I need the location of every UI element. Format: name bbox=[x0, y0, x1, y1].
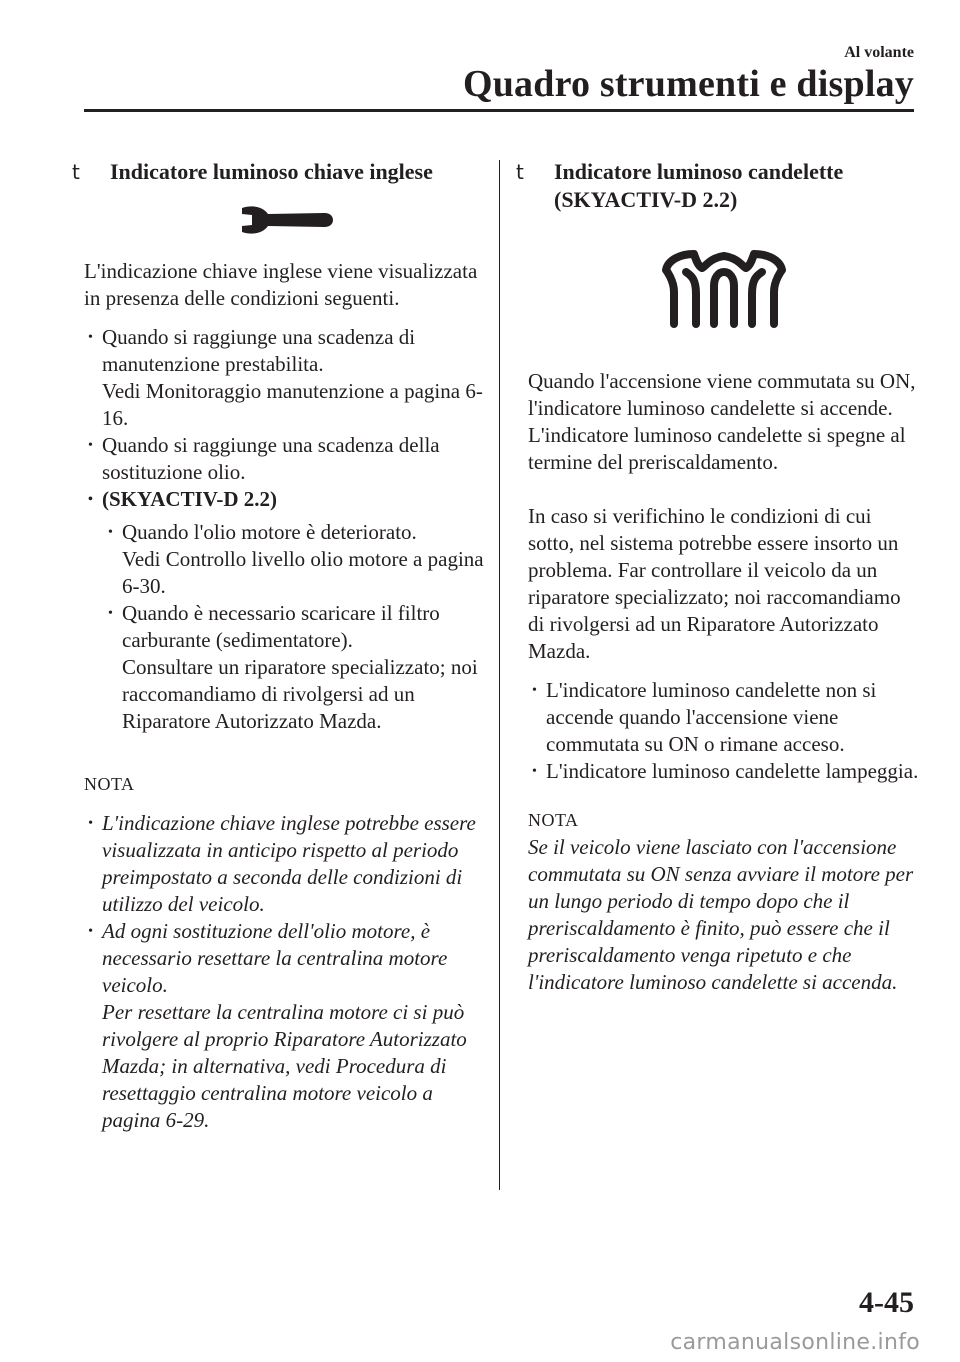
condition-list bbox=[528, 677, 920, 785]
list-item: • Quando si raggiunge una scadenza di manutenzione prestabilita. Vedi Monitoraggio manutenzione a pagina 6-16. bbox=[88, 325, 483, 430]
sub-condition-list bbox=[84, 519, 484, 735]
list-item-text: Quando si raggiunge una scadenza della sostituzione olio. bbox=[102, 433, 440, 484]
chapter-label: Al volante bbox=[844, 44, 914, 61]
list-item-text: Consultare un riparatore specializzato; noi raccomandiamo di rivolgersi ad un Riparatore Autorizzato Mazda. bbox=[122, 655, 478, 733]
column-divider bbox=[499, 160, 500, 1190]
section-heading-glow-plug bbox=[516, 158, 920, 214]
list-item-text: L'indicazione chiave inglese potrebbe essere visualizzata in anticipo rispetto al periodo preimpostato a seconda delle condizioni di utilizzo del veicolo. bbox=[102, 811, 476, 916]
paragraph: In caso si verifichino le condizioni di cui sotto, nel sistema potrebbe essere insorto un problema. Far controllare il veicolo da un riparatore specializzato; noi raccomandiamo di rivolgersi ad un Riparatore Autorizzato Mazda. bbox=[528, 504, 901, 663]
list-item: • Ad ogni sostituzione dell'olio motore, è necessario resettare la centralina motore veicolo. Per resettare la centralina motore ci si può rivolgere al proprio Riparatore Autorizzato Mazda; in alternativa, vedi Procedura di resettaggio centralina motore veicolo a pagina 6-29. bbox=[84, 918, 484, 1134]
list-item-text: Quando l'olio motore è deteriorato. bbox=[122, 520, 417, 544]
list-item-text: (SKYACTIV-D 2.2) bbox=[102, 487, 278, 511]
list-item-text: L'indicatore luminoso candelette non si accende quando l'accensione viene commutata su ON o rimane acceso. bbox=[546, 678, 877, 756]
list-item: • L'indicatore luminoso candelette non si accende quando l'accensione viene commutata su ON o rimane acceso. bbox=[528, 677, 920, 758]
section-marker: t bbox=[72, 160, 80, 184]
right-column bbox=[516, 158, 920, 996]
list-item-text: Quando si raggiunge una scadenza di manutenzione prestabilita. bbox=[102, 325, 416, 376]
page-title: Quadro strumenti e display bbox=[462, 63, 914, 105]
glow-plug-icon bbox=[528, 250, 920, 330]
nota-list bbox=[84, 810, 484, 1134]
left-column bbox=[72, 158, 484, 1134]
wrench-icon bbox=[84, 198, 484, 244]
list-item-text: Ad ogni sostituzione dell'olio motore, è necessario resettare la centralina motore veicolo. bbox=[102, 919, 448, 997]
cross-reference: Vedi Controllo livello olio motore a pagina 6-30. bbox=[122, 547, 484, 598]
section-heading-wrench bbox=[72, 158, 484, 186]
list-item: • L'indicazione chiave inglese potrebbe essere visualizzata in anticipo rispetto al periodo preimpostato a seconda delle condizioni di utilizzo del veicolo. bbox=[84, 810, 484, 918]
header-rule bbox=[84, 109, 914, 112]
list-item: • L'indicatore luminoso candelette lampeggia. bbox=[532, 759, 919, 783]
section-marker: t bbox=[516, 160, 524, 184]
nota-text: Se il veicolo viene lasciato con l'accensione commutata su ON senza avviare il motore per un lungo periodo di tempo dopo che il preriscaldamento è finito, può essere che il preriscaldamento venga ripetuto e che l'indicatore luminoso candelette si accenda. bbox=[528, 835, 914, 994]
page-number: 4-45 bbox=[859, 1286, 914, 1319]
intro-paragraph: L'indicazione chiave inglese viene visualizzata in presenza delle condizioni seguenti. bbox=[84, 259, 478, 310]
list-item-text: Per resettare la centralina motore ci si può rivolgere al proprio Riparatore Autorizzato Mazda; in alternativa, vedi Procedura di resettaggio centralina motore veicolo a pagina 6-29. bbox=[102, 1000, 467, 1132]
cross-reference: Vedi Monitoraggio manutenzione a pagina 6-16. bbox=[102, 379, 483, 430]
list-item: • Quando si raggiunge una scadenza della sostituzione olio. bbox=[84, 432, 484, 486]
list-item: • (SKYACTIV-D 2.2) bbox=[84, 486, 484, 513]
paragraph: Quando l'accensione viene commutata su ON, l'indicatore luminoso candelette si accende. L'indicatore luminoso candelette si spegne al termine del preriscaldamento. bbox=[528, 369, 916, 474]
condition-list bbox=[84, 324, 484, 513]
list-item: • Quando l'olio motore è deteriorato. Vedi Controllo livello olio motore a pagina 6-30. bbox=[108, 520, 484, 598]
section-heading-text: Indicatore luminoso chiave inglese bbox=[110, 159, 433, 184]
list-item-text: Quando è necessario scaricare il filtro carburante (sedimentatore). bbox=[122, 601, 440, 652]
nota-label: NOTA bbox=[84, 774, 135, 794]
list-item-text: L'indicatore luminoso candelette lampeggia. bbox=[546, 759, 919, 783]
list-item: • Quando è necessario scaricare il filtro carburante (sedimentatore). Consultare un riparatore specializzato; noi raccomandiamo di rivolgersi ad un Riparatore Autorizzato Mazda. bbox=[84, 600, 484, 735]
nota-label: NOTA bbox=[528, 810, 579, 830]
section-heading-text: Indicatore luminoso candelette (SKYACTIV-D 2.2) bbox=[554, 159, 844, 212]
watermark: carmanualsonline.info bbox=[670, 1330, 920, 1355]
